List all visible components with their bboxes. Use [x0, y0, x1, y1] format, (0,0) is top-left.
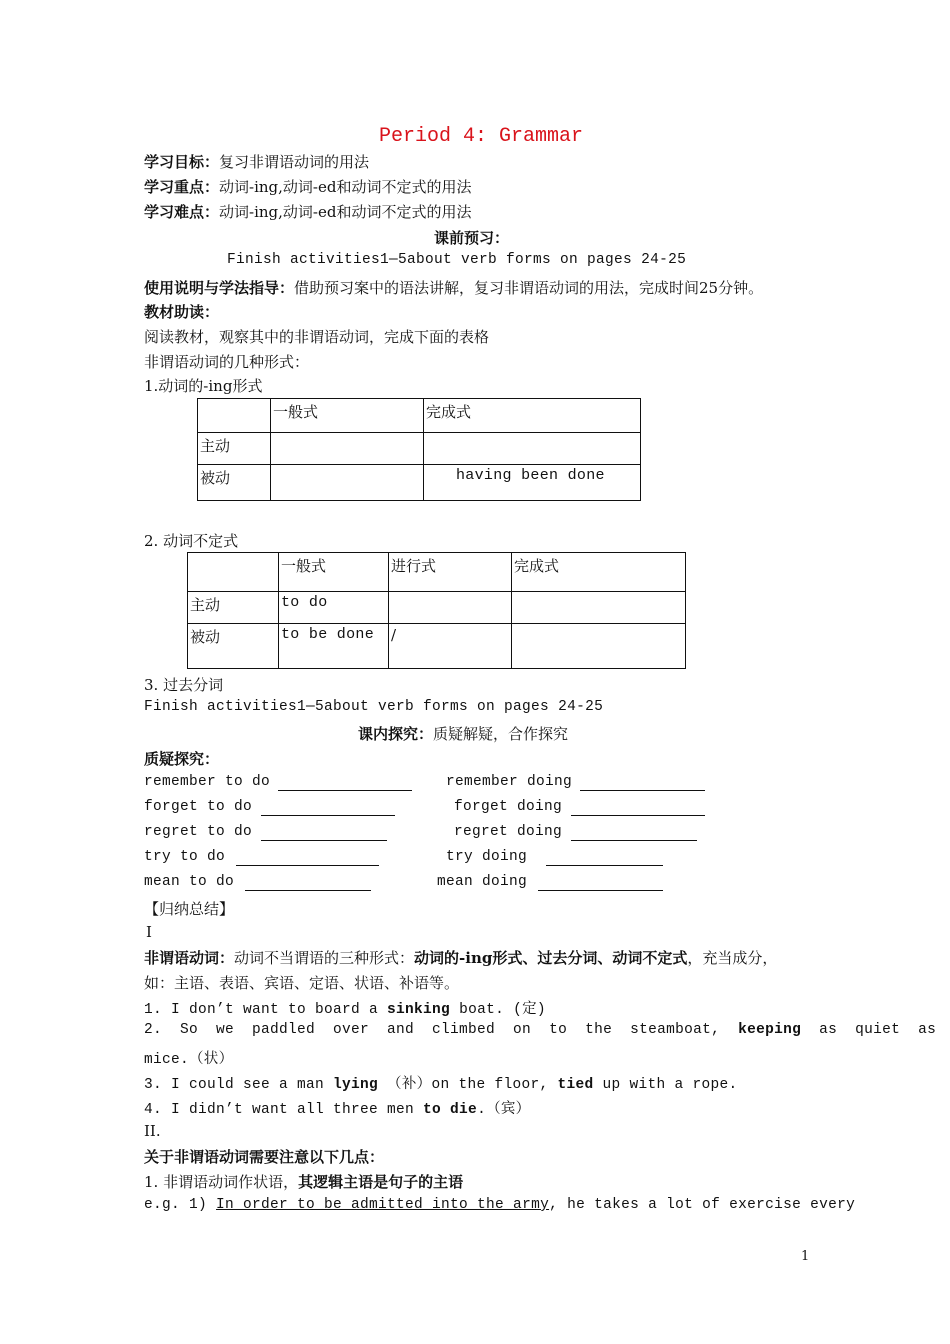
page-number: 1 — [801, 1249, 810, 1264]
ex1-post: boat. (定) — [450, 1002, 546, 1018]
inquiry-right-3: try doing — [446, 849, 528, 865]
inquiry-left-0: remember to do — [144, 774, 271, 790]
objective-goal — [144, 151, 369, 172]
answer-blank[interactable] — [261, 826, 387, 841]
inclass-text: 质疑解疑，合作探究 — [433, 725, 569, 743]
answer-blank[interactable] — [236, 851, 379, 866]
page-title: Period 4: Grammar — [379, 125, 584, 148]
inclass — [358, 723, 568, 744]
answer-blank[interactable] — [538, 876, 663, 891]
ex2-bold: keeping — [738, 1022, 802, 1038]
ex4-post: .（宾） — [477, 1102, 531, 1118]
note1-bold: 其逻辑主语是句子的主语 — [298, 1173, 464, 1191]
section1-heading: 1.动词的-ing形式 — [144, 377, 263, 395]
eg-underlined: In order to be admitted into the army — [216, 1197, 550, 1213]
ex3-bold2: tied — [557, 1077, 594, 1093]
answer-blank[interactable] — [245, 876, 371, 891]
objective-difficulty-label: 学习难点： — [144, 203, 220, 221]
instructions — [144, 277, 763, 298]
inquiry-left-3: try to do — [144, 849, 226, 865]
inquiry-right-0: remember doing — [446, 774, 573, 790]
table-header-cell: 完成式 — [512, 553, 686, 592]
ex1-bold: sinking — [387, 1002, 451, 1018]
objective-focus — [144, 176, 471, 197]
table-cell: 主动 — [198, 433, 271, 465]
example-3 — [144, 1072, 738, 1093]
notes-heading: 关于非谓语动词需要注意以下几点： — [144, 1148, 385, 1166]
note-1 — [144, 1171, 463, 1192]
preview-heading: 课前预习： — [434, 229, 510, 247]
objective-focus-text: 动词-ing,动词-ed和动词不定式的用法 — [219, 178, 472, 196]
definition-line — [144, 947, 777, 968]
inquiry-right-4: mean doing — [437, 874, 528, 890]
roman-two: II. — [144, 1122, 161, 1140]
table-cell — [389, 592, 512, 624]
textbook-line1: 阅读教材，观察其中的非谓语动词，完成下面的表格 — [144, 328, 490, 346]
roman-one: I — [146, 923, 152, 941]
table-cell: 被动 — [188, 624, 279, 669]
inquiry-right-1: forget doing — [454, 799, 563, 815]
table-header-cell: 进行式 — [389, 553, 512, 592]
answer-blank[interactable] — [571, 826, 697, 841]
ing-form-table — [197, 398, 641, 501]
infinitive-table — [187, 552, 686, 669]
preview-task: Finish activities1—5about verb forms on pages 24-25 — [227, 252, 687, 268]
objective-focus-label: 学习重点： — [144, 178, 220, 196]
section2-heading: 2. 动词不定式 — [144, 532, 239, 550]
inquiry-left-1: forget to do — [144, 799, 253, 815]
inquiry-label: 质疑探究： — [144, 750, 220, 768]
table-cell: / — [389, 624, 512, 669]
answer-blank[interactable] — [580, 776, 705, 791]
section3-task: Finish activities1—5about verb forms on pages 24-25 — [144, 699, 604, 715]
definition-line2: 如：主语、表语、宾语、定语、状语、补语等。 — [144, 974, 460, 992]
table-cell — [271, 465, 424, 501]
objective-goal-text: 复习非谓语动词的用法 — [219, 153, 370, 171]
inquiry-left-4: mean to do — [144, 874, 235, 890]
instructions-label: 使用说明与学法指导： — [144, 279, 295, 297]
answer-blank[interactable] — [261, 801, 395, 816]
table-cell: to do — [279, 592, 389, 624]
example-1 — [144, 997, 546, 1018]
answer-blank[interactable] — [278, 776, 412, 791]
table-header-cell — [188, 553, 279, 592]
ex4-bold: to die — [423, 1102, 478, 1118]
definition-text1: 动词不当谓语的三种形式： — [234, 949, 415, 967]
table-cell: to be done — [279, 624, 389, 669]
textbook-line2: 非谓语动词的几种形式： — [144, 353, 310, 371]
ex2-post: as quiet as — [801, 1022, 937, 1038]
inclass-heading: 课内探究： — [358, 725, 434, 743]
ex3-pre: 3. I could see a man — [144, 1077, 334, 1093]
table-cell: having been done — [424, 465, 641, 501]
definition-label: 非谓语动词： — [144, 949, 235, 967]
eg-pre: e.g. 1) — [144, 1197, 217, 1213]
textbook-label: 教材助读： — [144, 303, 220, 321]
summary-heading: 【归纳总结】 — [144, 900, 235, 918]
table-header-cell: 完成式 — [424, 399, 641, 433]
eg-post: , he takes a lot of exercise every — [549, 1197, 856, 1213]
example-2-cont: mice.（状） — [144, 1052, 234, 1068]
table-cell: 主动 — [188, 592, 279, 624]
answer-blank[interactable] — [546, 851, 663, 866]
section3-heading: 3. 过去分词 — [144, 676, 224, 694]
table-cell — [271, 433, 424, 465]
objective-difficulty — [144, 201, 471, 222]
objective-difficulty-text: 动词-ing,动词-ed和动词不定式的用法 — [219, 203, 472, 221]
table-header-cell: 一般式 — [271, 399, 424, 433]
inquiry-right-2: regret doing — [454, 824, 563, 840]
ex3-bold1: lying — [333, 1077, 379, 1093]
answer-blank[interactable] — [571, 801, 705, 816]
inquiry-left-2: regret to do — [144, 824, 253, 840]
example-4 — [144, 1097, 530, 1118]
objective-goal-label: 学习目标： — [144, 153, 220, 171]
table-header-cell: 一般式 — [279, 553, 389, 592]
table-cell — [424, 433, 641, 465]
table-cell — [512, 592, 686, 624]
ex2-pre: 2. So we paddled over and climbed on to the steamboat, — [144, 1022, 739, 1038]
table-cell — [512, 624, 686, 669]
instructions-text: 借助预习案中的语法讲解，复习非谓语动词的用法，完成时间25分钟。 — [294, 279, 764, 297]
example-2 — [144, 1022, 936, 1038]
ex3-mid: （补）on the floor, — [378, 1077, 558, 1093]
definition-bold: 动词的-ing形式、过去分词、动词不定式 — [414, 949, 688, 967]
example-eg — [144, 1197, 855, 1213]
table-cell: 被动 — [198, 465, 271, 501]
ex1-pre: 1. I don’t want to board a — [144, 1002, 388, 1018]
definition-text2: ，充当成分， — [687, 949, 778, 967]
ex4-pre: 4. I didn’t want all three men — [144, 1102, 424, 1118]
table-header-cell — [198, 399, 271, 433]
ex3-post: up with a rope. — [593, 1077, 738, 1093]
note1-pre: 1. 非谓语动词作状语， — [144, 1173, 299, 1191]
